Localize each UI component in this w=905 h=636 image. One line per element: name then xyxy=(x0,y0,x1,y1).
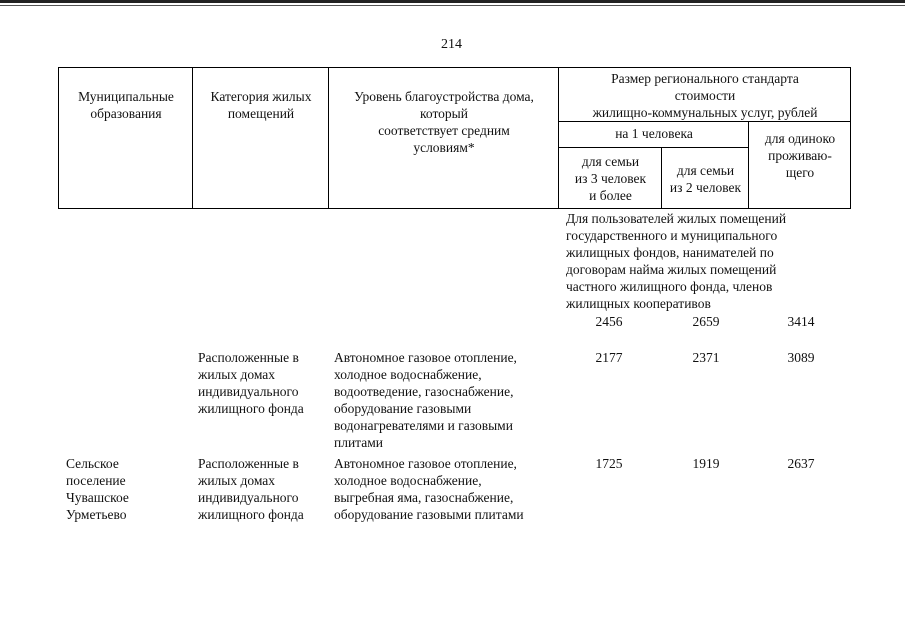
row-3-municipality: Сельское поселение Чувашское Урметьево xyxy=(66,456,129,522)
row-3-value-family-3: 1725 xyxy=(595,456,623,471)
header-family-3: для семьи из 3 человек и более xyxy=(574,154,647,203)
row-3-value-family-2: 1919 xyxy=(692,456,720,471)
row-3-category: Расположенные в жилых домах индивидуального жилищного фонда xyxy=(198,456,304,522)
row-1-value-single: 3414 xyxy=(787,314,815,329)
header-municipality: Муниципальные образования xyxy=(78,89,174,121)
row-1-value-family-2: 2659 xyxy=(692,314,720,329)
top-border-line xyxy=(0,0,905,3)
row-2-value-family-3: 2177 xyxy=(595,350,623,365)
header-per-person: на 1 человека xyxy=(615,126,693,141)
table-header xyxy=(58,67,851,209)
row-2-value-family-2: 2371 xyxy=(692,350,720,365)
row-3-level: Автономное газовое отопление, холодное водоснабжение, выгребная яма, газоснабжение, оборудование газовыми плитами xyxy=(334,456,524,522)
row-3-value-single: 2637 xyxy=(787,456,815,471)
header-level: Уровень благоустройства дома, который соответствует средним условиям* xyxy=(354,89,534,155)
header-standard: Размер регионального стандарта стоимости жилищно-коммунальных услуг, рублей xyxy=(592,71,818,120)
row-2-category: Расположенные в жилых домах индивидуального жилищного фонда xyxy=(198,350,304,416)
header-single: для одиноко проживаю- щего xyxy=(764,131,836,180)
header-sub-divider-1 xyxy=(748,121,749,209)
header-category: Категория жилых помещений xyxy=(210,89,312,121)
header-left-border xyxy=(58,67,59,209)
top-border-line-thin xyxy=(0,5,905,6)
users-note: Для пользователей жилых помещений государственного и муниципального жилищных фондов, нанимателей по договорам найма жилых помещений частного жилищного фонда, членов жилищных кооперативов xyxy=(566,211,787,311)
header-family-2: для семьи из 2 человек xyxy=(669,163,742,195)
header-divider-2 xyxy=(328,67,329,209)
header-top-border xyxy=(58,67,851,68)
header-divider-3 xyxy=(558,67,559,209)
row-1-value-family-3: 2456 xyxy=(595,314,623,329)
header-sub-divider-2 xyxy=(661,147,662,209)
row-2-value-single: 3089 xyxy=(787,350,815,365)
header-divider-1 xyxy=(192,67,193,209)
page-number: 214 xyxy=(441,37,462,52)
header-sub-line-2 xyxy=(558,147,748,148)
header-right-border xyxy=(850,67,851,209)
header-bottom-border xyxy=(58,208,851,209)
header-sub-line-1 xyxy=(558,121,851,122)
row-2-level: Автономное газовое отопление, холодное водоснабжение, водоотведение, газоснабжение, оборудование газовыми водонагревателями и газовыми плитами xyxy=(334,350,517,450)
